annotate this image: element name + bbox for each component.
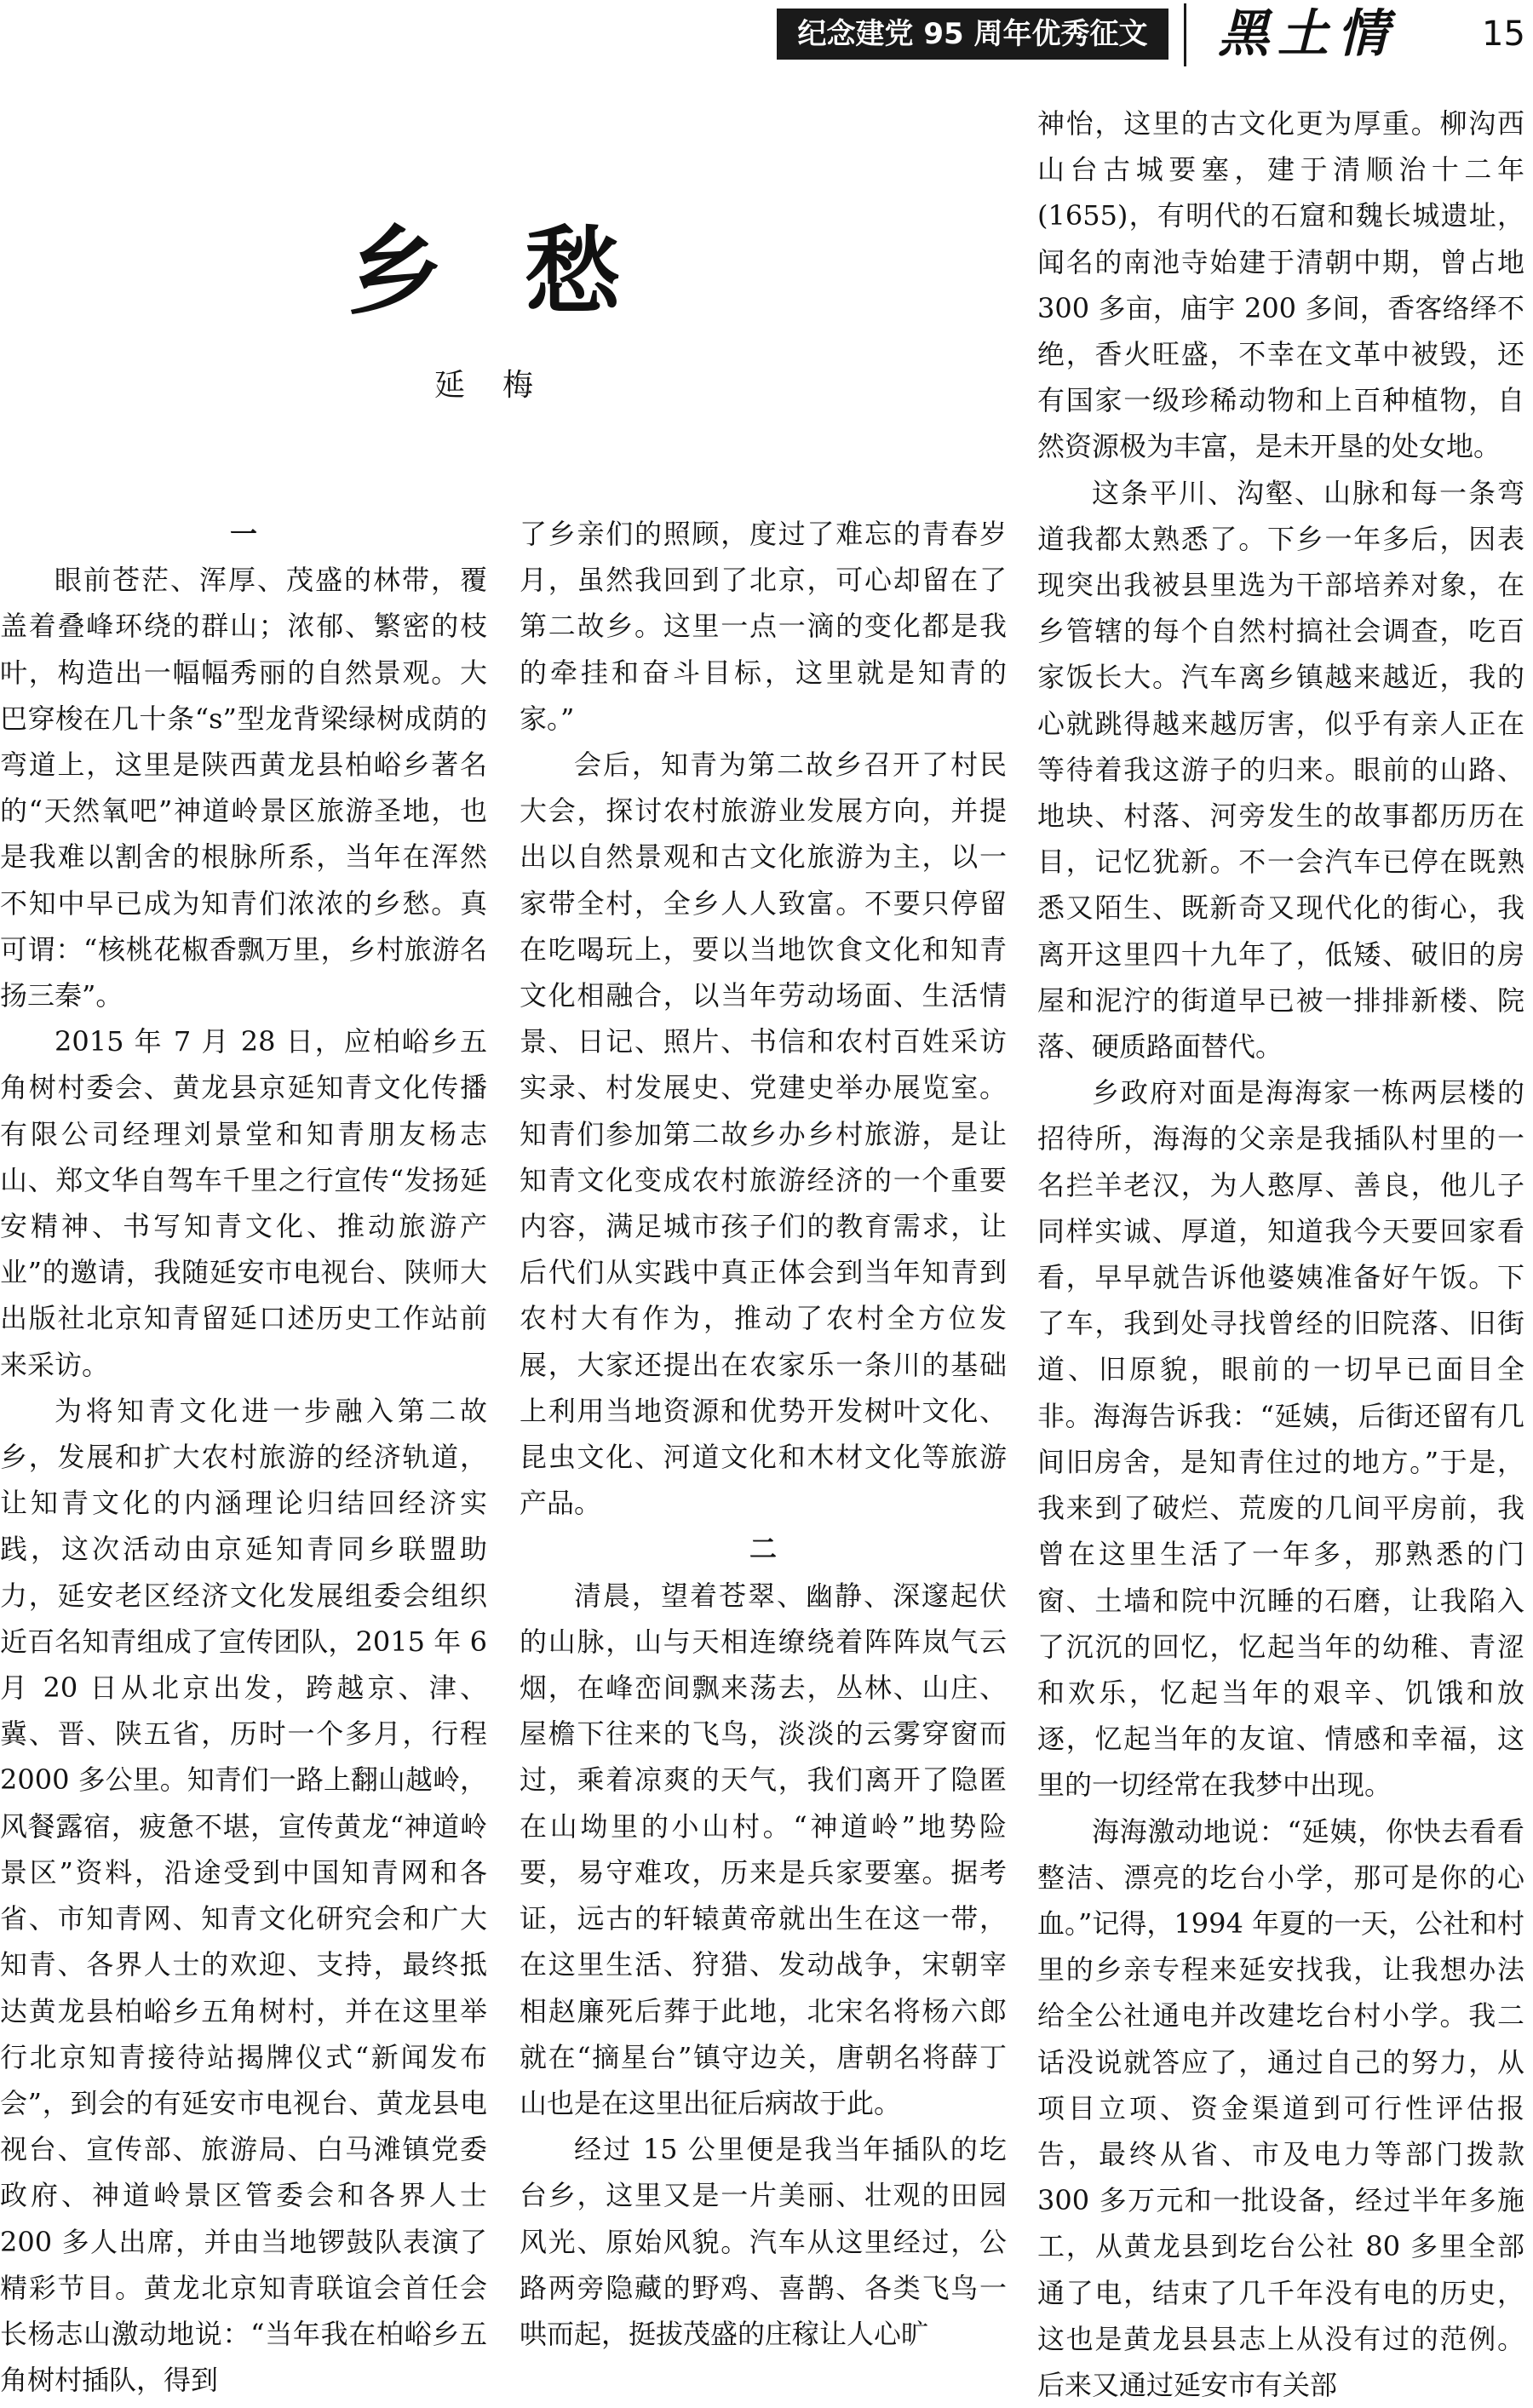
paragraph: 神怡，这里的古文化更为厚重。柳沟西山台古城要塞，建于清顺治十二年(1655)，有明代的石窟和魏长城遗址，闻名的南池寺始建于清朝中期，曾占地 300 多亩，庙宇 200 多间，香客络绎不绝，香火旺盛，不幸在文革中被毁，还有国家一级珍稀动物和上百种植物，自然资源极为丰富，是未开垦的处女地。 [1037,107,1524,463]
magazine-logo: 黑土情 [1218,4,1397,64]
text-column-2 [520,511,1007,2357]
paragraph: 2015 年 7 月 28 日，应柏峪乡五角树村委会、黄龙县京延知青文化传播有限公司经理刘景堂和知青朋友杨志山、郑文华自驾车千里之行宣传“发扬延安精神、书写知青文化、推动旅游产业”的邀请，我随延安市电视台、陕师大出版社北京知青留延口述历史工作站前来采访。 [0,1025,487,1381]
page-number: 15 [1482,14,1525,54]
paragraph: 为将知青文化进一步融入第二故乡，发展和扩大农村旅游的经济轨道，让知青文化的内涵理论归结回经济实践，这次活动由京延知青同乡联盟助力，延安老区经济文化发展组委会组织近百名知青组成了宣传团队，2015 年 6 月 20 日从北京出发，跨越京、津、冀、晋、陕五省，历时一个多月，行程 2000 多公里。知青们一路上翻山越岭，风餐露宿，疲惫不堪，宣传黄龙“神道岭景区”资料，沿途受到中国知青网和各省、市知青网、知青文化研究会和广大知青、各界人士的欢迎、支持，最终抵达黄龙县柏峪乡五角树村，并在这里举行北京知青接待站揭牌仪式“新闻发布会”，到会的有延安市电视台、黄龙县电视台、宣传部、旅游局、白马滩镇党委政府、神道岭景区管委会和各界人士 200 多人出席，并由当地锣鼓队表演了精彩节目。黄龙北京知青联谊会首任会长杨志山激动地说：“当年我在柏峪乡五角树村插队，得到 [0,1394,487,2397]
paragraph: 海海激动地说：“延姨，你快去看看整洁、漂亮的圪台小学，那可是你的心血。”记得，1994 年夏的一天，公社和村里的乡亲专程来延安找我，让我想办法给全公社通电并改建圪台村小学。我二话没说就答应了，通过自己的努力，从项目立项、资金渠道到可行性评估报告，最终从省、市及电力等部门拨款 300 多万元和一批设备，经过半年多施工，从黄龙县到圪台公社 80 多里全部通了电，结束了几千年没有电的历史，这也是黄龙县县志上从没有过的范例。后来又通过延安市有关部 [1037,1815,1524,2401]
header-divider [1184,3,1186,66]
text-column-1 [0,511,487,2403]
paragraph: 经过 15 公里便是我当年插队的圪台乡，这里又是一片美丽、壮观的田园风光、原始风貌。汽车从这里经过，公路两旁隐藏的野鸡、喜鹊、各类飞鸟一哄而起，挺拔茂盛的庄稼让人心旷 [520,2133,1007,2350]
paragraph: 清晨，望着苍翠、幽静、深邃起伏的山脉，山与天相连缭绕着阵阵岚气云烟，在峰峦间飘来荡去，丛林、山庄、屋檐下往来的飞鸟，淡淡的云雾穿窗而过，乘着凉爽的天气，我们离开了隐匿在山坳里的小山村。“神道岭”地势险要，易守难攻，历来是兵家要塞。据考证，远古的轩辕黄帝就出生在这一带，在这里生活、狩猎、发动战争，宋朝宰相赵廉死后葬于此地，北宋名将杨六郎就在“摘星台”镇守边关，唐朝名将薛丁山也是在这里出征后病故于此。 [520,1579,1007,2119]
paragraph: 会后，知青为第二故乡召开了村民大会，探讨农村旅游业发展方向，并提出以自然景观和古文化旅游为主，以一家带全村，全乡人人致富。不要只停留在吃喝玩上，要以当地饮食文化和知青文化相融合，以当年劳动场面、生活情景、日记、照片、书信和农村百姓采访实录、村发展史、党建史举办展览室。知青们参加第二故乡办乡村旅游，是让知青文化变成农村旅游经济的一个重要内容，满足城市孩子们的教育需求，让后代们从实践中真正体会到当年知青到农村大有作为，推动了农村全方位发展，大家还提出在农家乐一条川的基础上利用当地资源和优势开发树叶文化、昆虫文化、河道文化和木材文化等旅游产品。 [520,748,1007,1520]
column-banner: 纪念建党 95 周年优秀征文 [777,9,1168,60]
section-heading: 二 [749,1533,777,1566]
article-author: 延梅 [433,368,571,403]
paragraph: 乡政府对面是海海家一栋两层楼的招待所，海海的父亲是我插队村里的一名拦羊老汉，为人憨厚、善良，他儿子同样实诚、厚道，知道我今天要回家看看，早早就告诉他婆姨准备好午饭。下了车，我到处寻找曾经的旧院落、旧街道、旧原貌，眼前的一切早已面目全非。海海告诉我：“延姨，后街还留有几间旧房舍，是知青住过的地方。”于是，我来到了破烂、荒废的几间平房前，我曾在这里生活了一年多，那熟悉的门窗、土墙和院中沉睡的石磨，让我陷入了沉沉的回忆，忆起当年的幼稚、青涩和欢乐，忆起当年的艰辛、饥饿和放逐，忆起当年的友谊、情感和幸福，这里的一切经常在我梦中出现。 [1037,1076,1524,1802]
text-column-3 [1037,100,1524,2408]
article-title: 乡愁 [347,216,702,328]
paragraph: 眼前苍茫、浑厚、茂盛的林带，覆盖着叠峰环绕的群山；浓郁、繁密的枝叶，构造出一幅幅秀丽的自然景观。大巴穿梭在几十条“s”型龙背梁绿树成荫的弯道上，这里是陕西黄龙县柏峪乡著名的“天然氧吧”神道岭景区旅游圣地，也是我难以割舍的根脉所系，当年在浑然不知中早已成为知青们浓浓的乡愁。真可谓：“核桃花椒香飘万里，乡村旅游名扬三秦”。 [0,564,487,1012]
section-heading: 一 [229,518,257,550]
paragraph: 这条平川、沟壑、山脉和每一条弯道我都太熟悉了。下乡一年多后，因表现突出我被县里选为干部培养对象，在乡管辖的每个自然村搞社会调查，吃百家饭长大。汽车离乡镇越来越近，我的心就跳得越来越厉害，似乎有亲人正在等待着我这游子的归来。眼前的山路、地块、村落、河旁发生的故事都历历在目，记忆犹新。不一会汽车已停在既熟悉又陌生、既新奇又现代化的街心，我离开这里四十九年了，低矮、破旧的房屋和泥泞的街道早已被一排排新楼、院落、硬质路面替代。 [1037,476,1524,1064]
paragraph: 了乡亲们的照顾，度过了难忘的青春岁月，虽然我回到了北京，可心却留在了第二故乡。这里一点一滴的变化都是我的牵挂和奋斗目标，这里就是知青的家。” [520,518,1007,735]
